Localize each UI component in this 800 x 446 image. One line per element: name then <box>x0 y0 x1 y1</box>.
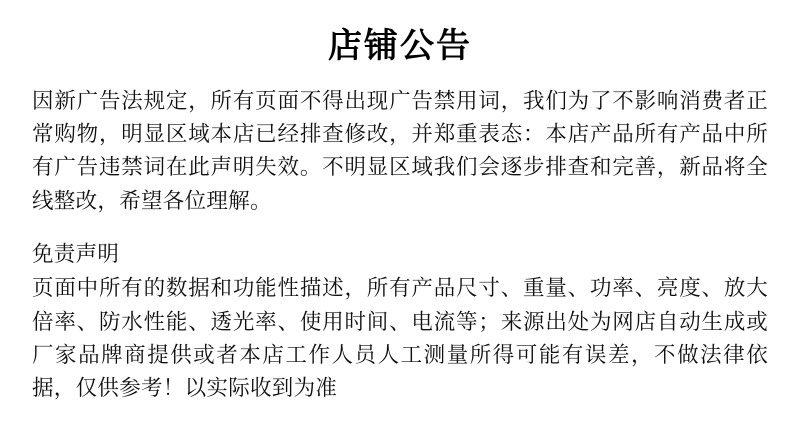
disclaimer-heading: 免责声明 <box>32 242 120 267</box>
page-title: 店铺公告 <box>328 27 472 65</box>
announcement-paragraph: 因新广告法规定，所有页面不得出现广告禁用词，我们为了不影响消费者正常购物，明显区域本店已经排查修改，并郑重表态：本店产品所有产品中所有广告违禁词在此声明失效。不明显区域我们会逐步排查和完善，新品将全线整改，希望各位理解。 <box>32 88 768 213</box>
disclaimer-paragraph: 页面中所有的数据和功能性描述，所有产品尺寸、重量、功率、亮度、放大倍率、防水性能、透光率、使用时间、电流等；来源出处为网店自动生成或厂家品牌商提供或者本店工作人员人工测量所得可能有误差，不做法律依据，仅供参考！以实际收到为准 <box>32 276 768 401</box>
